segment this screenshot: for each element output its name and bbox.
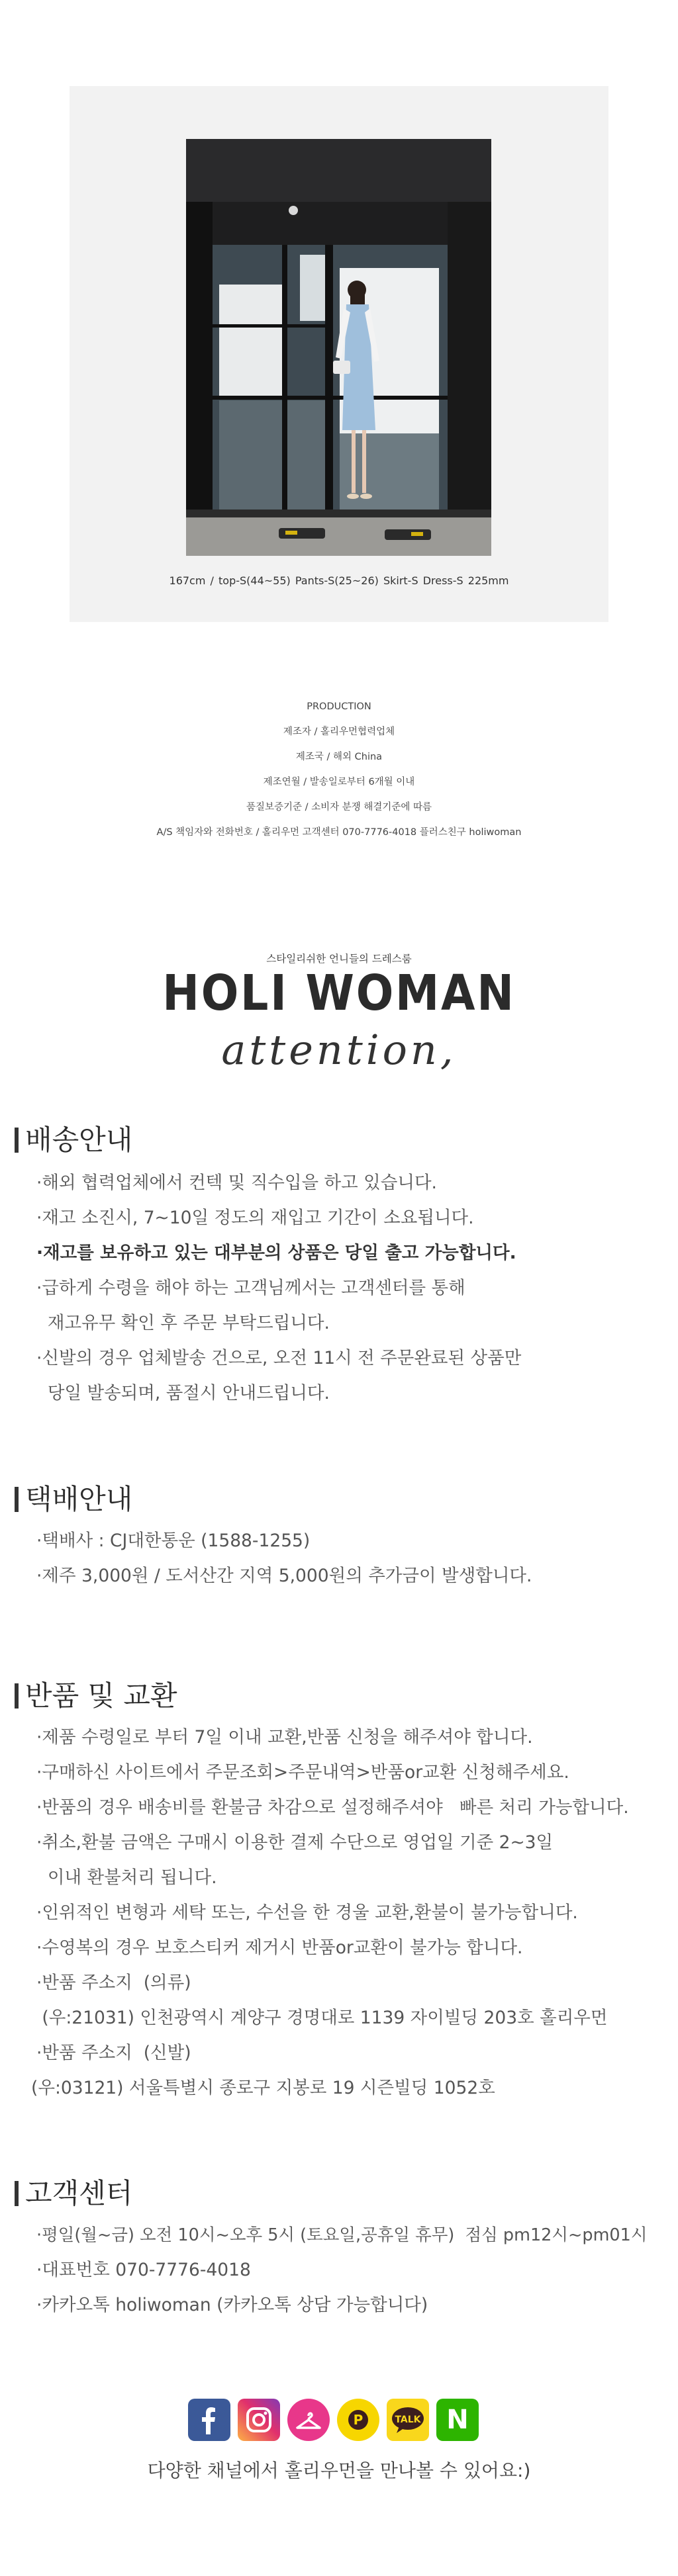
list-item: ·반품 주소지 (의류) (36, 1973, 191, 1993)
facebook-icon[interactable] (188, 2399, 230, 2441)
section-title-support (15, 2172, 132, 2211)
model-photo (186, 139, 491, 556)
svg-text:TALK: TALK (395, 2415, 421, 2425)
hanger-icon[interactable] (287, 2399, 330, 2441)
section-bar (15, 2181, 19, 2206)
brand-logo-text: HOLI WOMAN (162, 965, 516, 1022)
brand-tagline: 스타일리쉬한 언니들의 드레스룸 (266, 953, 412, 965)
list-item: ·취소,환불 금액은 구매시 이용한 결제 수단으로 영업일 기준 2~3일 (36, 1832, 554, 1853)
production-line-as: A/S 책임자와 전화번호 / 홀리우먼 고객센터 070-7776-4018 플러스친구 holiwoman (156, 827, 522, 838)
list-item: ·반품 주소지 (신발) (36, 2043, 191, 2063)
list-item: ·제품 수령일로 부터 7일 이내 교환,반품 신청을 해주셔야 합니다. (36, 1727, 533, 1748)
section-title-courier (15, 1478, 132, 1517)
list-item: ·신발의 경우 업체발송 건으로, 오전 11시 전 주문완료된 상품만 (36, 1348, 522, 1368)
list-item: 재고유무 확인 후 주문 부탁드립니다. (36, 1313, 330, 1333)
support-list (36, 2225, 648, 2330)
naver-icon-label: N (446, 2405, 469, 2435)
list-item: ·제주 3,000원 / 도서산간 지역 5,000원의 추가금이 발생합니다. (36, 1566, 532, 1586)
production-line-maker: 제조자 / 홀리우먼협력업체 (283, 727, 395, 737)
production-line-country: 제조국 / 해외 China (295, 752, 383, 762)
section-title-text: 택배안내 (25, 1483, 133, 1515)
list-item: ·인위적인 변형과 세탁 또는, 수선을 한 경울 교환,환불이 불가능합니다. (36, 1902, 578, 1923)
list-item: ·재고를 보유하고 있는 대부분의 상품은 당일 출고 가능합니다. (36, 1243, 516, 1263)
list-item: ·재고 소진시, 7~10일 정도의 재입고 기간이 소요됩니다. (36, 1208, 474, 1228)
channel-caption: 다양한 채널에서 홀리우먼을 만나볼 수 있어요:) (147, 2460, 531, 2481)
kakaotalk-icon[interactable] (387, 2399, 429, 2441)
section-bar (15, 1487, 19, 1512)
courier-list (36, 1531, 532, 1601)
plus-friend-icon[interactable] (337, 2399, 379, 2441)
social-links (188, 2399, 479, 2441)
naver-icon[interactable] (436, 2399, 479, 2441)
section-bar (15, 1683, 19, 1709)
list-item: ·수영복의 경우 보호스티커 제거시 반품or교환이 불가능 합니다. (36, 1937, 523, 1958)
section-title-text: 고객센터 (25, 2177, 133, 2209)
attention-heading: attention, (221, 1026, 457, 1074)
production-line-date: 제조연월 / 발송일로부터 6개월 이내 (263, 777, 415, 787)
returns-list (31, 1727, 629, 2113)
svg-text:P: P (353, 2412, 363, 2428)
production-info (0, 699, 678, 850)
production-heading: PRODUCTION (307, 701, 371, 712)
section-bar (15, 1128, 19, 1153)
list-item: ·구매하신 사이트에서 주문조회>주문내역>반품or교환 신청해주세요. (36, 1762, 569, 1783)
section-title-returns (15, 1674, 177, 1714)
model-photo-illustration (186, 139, 491, 556)
shipping-list (36, 1173, 521, 1418)
list-item: ·급하게 수령을 해야 하는 고객님께서는 고객센터를 통해 (36, 1278, 465, 1298)
section-title-shipping (15, 1118, 132, 1158)
list-item: (우:21031) 인천광역시 계양구 경명대로 1139 자이빌딩 203호 홀리우먼 (36, 2008, 608, 2028)
list-item: (우:03121) 서울특별시 종로구 지봉로 19 시즌빌딩 1052호 (31, 2078, 495, 2098)
list-item: ·해외 협력업체에서 컨텍 및 직수입을 하고 있습니다. (36, 1173, 437, 1193)
section-title-text: 반품 및 교환 (25, 1679, 177, 1712)
production-line-quality: 품질보증기준 / 소비자 분쟁 해결기준에 따름 (246, 802, 432, 813)
list-item: ·카카오톡 holiwoman (카카오톡 상담 가능합니다) (36, 2295, 428, 2315)
list-item: ·대표번호 070-7776-4018 (36, 2260, 251, 2280)
list-item: 당일 발송되며, 품절시 안내드립니다. (36, 1383, 330, 1403)
list-item: ·택배사 : CJ대한통운 (1588-1255) (36, 1531, 311, 1551)
model-size-caption: 167cm / top-S(44~55) Pants-S(25~26) Skirt-S Dress-S 225mm (169, 574, 509, 587)
list-item: ·평일(월~금) 오전 10시~오후 5시 (토요일,공휴일 휴무) 점심 pm12시~pm01시 (36, 2225, 648, 2245)
list-item: 이내 환불처리 됩니다. (36, 1867, 217, 1888)
instagram-icon[interactable] (238, 2399, 280, 2441)
section-title-text: 배송안내 (25, 1124, 133, 1156)
list-item: ·반품의 경우 배송비를 환불금 차감으로 설정해주셔야 빠른 처리 가능합니다. (36, 1797, 629, 1818)
